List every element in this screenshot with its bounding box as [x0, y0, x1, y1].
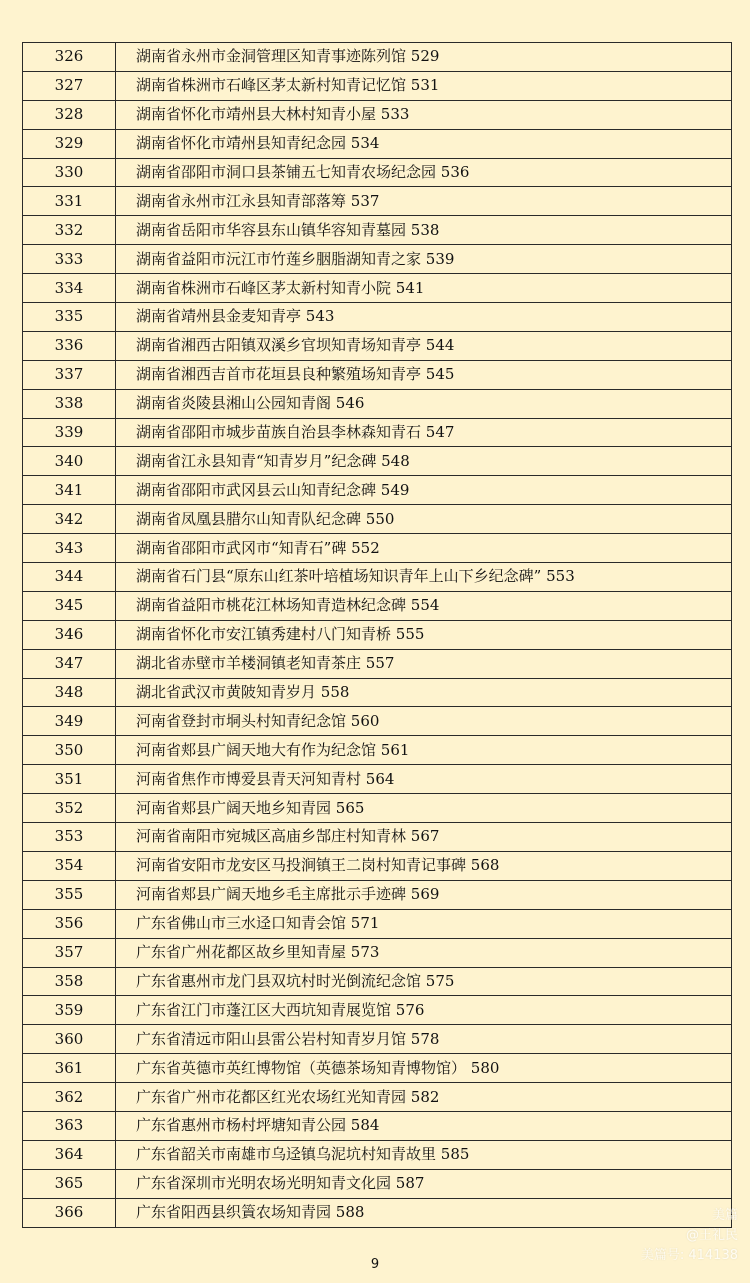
row-entry: 湖南省怀化市靖州县大林村知青小屋 533: [116, 100, 732, 129]
row-number: 326: [23, 43, 116, 72]
row-entry: 湖南省邵阳市城步苗族自治县李林森知青石 547: [116, 418, 732, 447]
row-entry: 广东省广州市花都区红光农场红光知青园 582: [116, 1083, 732, 1112]
row-entry: 广东省江门市蓬江区大西坑知青展览馆 576: [116, 996, 732, 1025]
table-row: [23, 620, 732, 649]
table-row: [23, 678, 732, 707]
table-row: [23, 389, 732, 418]
row-number: 336: [23, 331, 116, 360]
row-number: 344: [23, 563, 116, 592]
row-number: 331: [23, 187, 116, 216]
row-entry: 湖南省凤凰县腊尔山知青队纪念碑 550: [116, 505, 732, 534]
table-row: [23, 1140, 732, 1169]
table-row: [23, 100, 732, 129]
row-number: 332: [23, 216, 116, 245]
row-entry: 湖南省永州市金洞管理区知青事迹陈列馆 529: [116, 43, 732, 72]
table-row: [23, 187, 732, 216]
row-number: 335: [23, 303, 116, 332]
row-entry: 湖南省炎陵县湘山公园知青阁 546: [116, 389, 732, 418]
row-number: 354: [23, 851, 116, 880]
row-entry: 湖北省武汉市黄陂知青岁月 558: [116, 678, 732, 707]
watermark: [641, 1206, 738, 1266]
row-entry: 湖南省邵阳市武冈县云山知青纪念碑 549: [116, 476, 732, 505]
table-row: [23, 851, 732, 880]
table-row: [23, 476, 732, 505]
row-number: 353: [23, 823, 116, 852]
row-entry: 湖北省赤壁市羊楼洞镇老知青茶庄 557: [116, 649, 732, 678]
row-entry: 广东省惠州市杨村坪塘知青公园 584: [116, 1111, 732, 1140]
row-number: 364: [23, 1140, 116, 1169]
row-entry: 广东省惠州市龙门县双坑村时光倒流纪念馆 575: [116, 967, 732, 996]
table-row: [23, 71, 732, 100]
watermark-author: @王礼民: [685, 1228, 738, 1244]
row-entry: 湖南省益阳市沅江市竹莲乡胭脂湖知青之家 539: [116, 245, 732, 274]
table-row: [23, 1025, 732, 1054]
row-entry: 河南省安阳市龙安区马投涧镇王二岗村知青记事碑 568: [116, 851, 732, 880]
table-row: [23, 909, 732, 938]
row-number: 348: [23, 678, 116, 707]
row-entry: 湖南省岳阳市华容县东山镇华容知青墓园 538: [116, 216, 732, 245]
row-number: 352: [23, 794, 116, 823]
table-row: [23, 447, 732, 476]
row-entry: 湖南省靖州县金麦知青亭 543: [116, 303, 732, 332]
row-entry: 河南省郏县广阔天地乡知青园 565: [116, 794, 732, 823]
row-entry: 湖南省石门县“原东山红茶叶培植场知识青年上山下乡纪念碑” 553: [116, 563, 732, 592]
row-number: 356: [23, 909, 116, 938]
table-row: [23, 274, 732, 303]
table-row: [23, 707, 732, 736]
row-number: 358: [23, 967, 116, 996]
row-entry: 广东省阳西县织篢农场知青园 588: [116, 1198, 732, 1227]
row-entry: 广东省深圳市光明农场光明知青文化园 587: [116, 1169, 732, 1198]
row-number: 346: [23, 620, 116, 649]
table-row: [23, 996, 732, 1025]
table-row: [23, 216, 732, 245]
row-number: 366: [23, 1198, 116, 1227]
row-number: 362: [23, 1083, 116, 1112]
table-row: [23, 938, 732, 967]
page-number: 9: [370, 1257, 380, 1272]
row-entry: 广东省佛山市三水迳口知青会馆 571: [116, 909, 732, 938]
row-entry: 湖南省怀化市安江镇秀建村八门知青桥 555: [116, 620, 732, 649]
row-entry: 广东省韶关市南雄市乌迳镇乌泥坑村知青故里 585: [116, 1140, 732, 1169]
row-entry: 河南省郏县广阔天地乡毛主席批示手迹碑 569: [116, 880, 732, 909]
row-entry: 广东省清远市阳山县雷公岩村知青岁月馆 578: [116, 1025, 732, 1054]
row-entry: 湖南省江永县知青“知青岁月”纪念碑 548: [116, 447, 732, 476]
row-number: 349: [23, 707, 116, 736]
row-entry: 湖南省永州市江永县知青部落筹 537: [116, 187, 732, 216]
row-entry: 河南省郏县广阔天地大有作为纪念馆 561: [116, 736, 732, 765]
row-entry: 河南省焦作市博爱县青天河知青村 564: [116, 765, 732, 794]
row-number: 327: [23, 71, 116, 100]
row-entry: 湖南省邵阳市洞口县茶铺五七知青农场纪念园 536: [116, 158, 732, 187]
table-row: [23, 43, 732, 72]
table-row: [23, 245, 732, 274]
table-row: [23, 591, 732, 620]
row-number: 360: [23, 1025, 116, 1054]
table-row: [23, 1054, 732, 1083]
row-number: 363: [23, 1111, 116, 1140]
watermark-id: 美篇号: 414138: [640, 1248, 738, 1264]
row-number: 330: [23, 158, 116, 187]
table-row: [23, 736, 732, 765]
row-number: 328: [23, 100, 116, 129]
table-row: [23, 1111, 732, 1140]
table-row: [23, 331, 732, 360]
row-number: 334: [23, 274, 116, 303]
row-number: 333: [23, 245, 116, 274]
table-body: [23, 43, 732, 1228]
row-entry: 湖南省怀化市靖州县知青纪念园 534: [116, 129, 732, 158]
table-row: [23, 418, 732, 447]
row-entry: 湖南省湘西古阳镇双溪乡官坝知青场知青亭 544: [116, 331, 732, 360]
row-number: 365: [23, 1169, 116, 1198]
row-number: 342: [23, 505, 116, 534]
row-entry: 湖南省湘西吉首市花垣县良种繁殖场知青亭 545: [116, 360, 732, 389]
row-number: 357: [23, 938, 116, 967]
row-number: 343: [23, 534, 116, 563]
table-row: [23, 534, 732, 563]
watermark-brand: 美篇: [711, 1208, 738, 1223]
row-number: 339: [23, 418, 116, 447]
table-row: [23, 880, 732, 909]
row-number: 341: [23, 476, 116, 505]
table-row: [23, 1083, 732, 1112]
table-row: [23, 1169, 732, 1198]
row-number: 355: [23, 880, 116, 909]
table-row: [23, 1198, 732, 1227]
row-number: 338: [23, 389, 116, 418]
row-entry: 湖南省株洲市石峰区茅太新村知青记忆馆 531: [116, 71, 732, 100]
table-row: [23, 765, 732, 794]
row-entry: 湖南省邵阳市武冈市“知青石”碑 552: [116, 534, 732, 563]
row-number: 361: [23, 1054, 116, 1083]
row-number: 329: [23, 129, 116, 158]
table-row: [23, 158, 732, 187]
table-row: [23, 505, 732, 534]
table-row: [23, 823, 732, 852]
row-entry: 广东省英德市英红博物馆（英德茶场知青博物馆） 580: [116, 1054, 732, 1083]
row-entry: 广东省广州花都区故乡里知青屋 573: [116, 938, 732, 967]
table-row: [23, 794, 732, 823]
table-row: [23, 967, 732, 996]
row-number: 345: [23, 591, 116, 620]
row-entry: 湖南省益阳市桃花江林场知青造林纪念碑 554: [116, 591, 732, 620]
row-number: 351: [23, 765, 116, 794]
table-row: [23, 360, 732, 389]
row-entry: 河南省登封市垌头村知青纪念馆 560: [116, 707, 732, 736]
row-number: 347: [23, 649, 116, 678]
row-number: 337: [23, 360, 116, 389]
table-row: [23, 129, 732, 158]
row-number: 359: [23, 996, 116, 1025]
table-row: [23, 649, 732, 678]
memorial-list-table: [22, 42, 732, 1228]
table-row: [23, 303, 732, 332]
row-entry: 湖南省株洲市石峰区茅太新村知青小院 541: [116, 274, 732, 303]
table-row: [23, 563, 732, 592]
row-number: 350: [23, 736, 116, 765]
row-number: 340: [23, 447, 116, 476]
row-entry: 河南省南阳市宛城区高庙乡郜庄村知青林 567: [116, 823, 732, 852]
